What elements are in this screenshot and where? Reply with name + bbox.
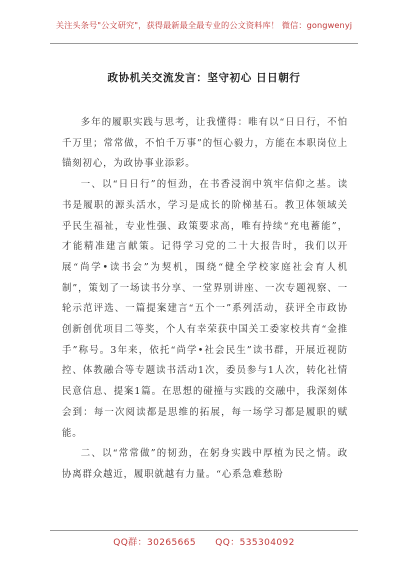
- footer-contact: [50, 535, 358, 548]
- paragraph-intro: 多年的履职实践与思考，让我懂得：唯有以“日日行，不怕千万里；常常做，不怕千万事”的恒心毅力，方能在本职岗位上锚刻初心，为政协事业添彩。: [62, 117, 348, 170]
- footer-qq-group: QQ群：30265665: [113, 538, 196, 548]
- paragraph-section-two: 二、以“常常做”的韧劲，在躬身实践中厚植为民之情。政协离群众越近，履职就越有力量。“心系急难愁盼: [62, 448, 348, 480]
- header-divider: [50, 43, 358, 44]
- footer-qq-number: QQ：535304092: [215, 538, 295, 548]
- paragraph-section-one: 一、以“日日行”的恒劲，在书香浸润中筑牢信仰之基。读书是履职的源头活水，学习是成长的阶梯基石。教卫体领域关乎民生福祉，专业性强、政策要求高，唯有持续“充电蓄能”，才能精准建言献策。记得学习党的二十大报告时，我们以开展“尚学•读书会”为契机，围绕“健全学校家庭社会育人机制”，策划了一场读书分享、一堂界别讲座、一次专题视察、一轮示范评选、一篇提案建言“五个一”系列活动，获评全市政协创新创优项目二等奖，个人有幸荣获中国关工委家校共育“金推手”称号。3年来，依托“尚学•社会民生”读书群，开展近视防控、体教融合等专题读书活动1次，委员参与1人次，转化社情民意信息、提案1篇。在思想的碰撞与实践的交融中，我深刻体会到：每一次阅读都是思维的拓展，每一场学习都是履职的赋能。: [62, 179, 348, 439]
- promo-banner: 关注头条号"公文研究"，获得最新最全最专业的公文资料库！ 微信：gongwenyj: [55, 20, 353, 30]
- footer-divider: [50, 530, 358, 531]
- document-title: 政协机关交流发言：坚守初心 日日朝行: [107, 72, 301, 84]
- document-body: [62, 113, 348, 486]
